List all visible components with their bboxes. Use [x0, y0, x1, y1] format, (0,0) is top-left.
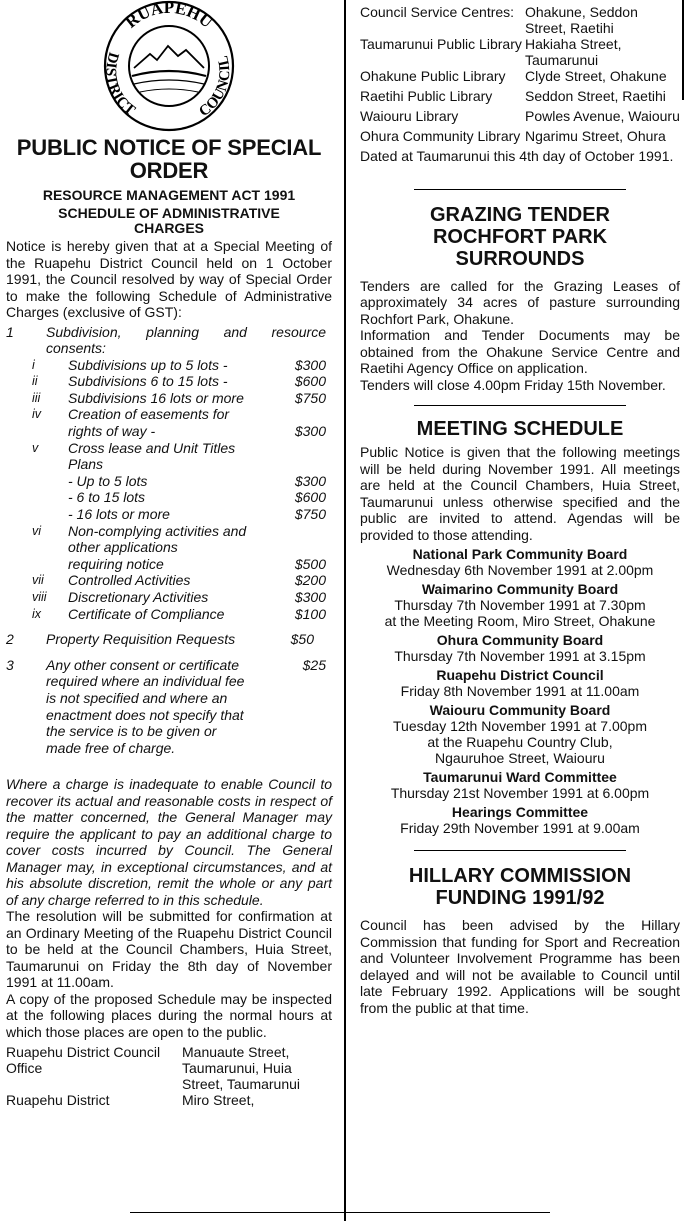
section-divider	[414, 189, 626, 190]
seal-top-text: RUAPEHU	[121, 0, 217, 32]
bottom-rule	[130, 1212, 550, 1213]
hillary-commission-notice	[360, 865, 680, 1016]
schedule-item-1-v: v Cross lease and Unit Titles Plans - Up to 5 lots $300 - 6 to 15 lots $600 - 16 lots or more $750	[32, 439, 326, 523]
schedule-item-2: 2 Property Requisition Requests $50	[6, 631, 314, 648]
notice-intro: Notice is hereby given that at a Special Meeting of the Ruapehu District Council held on 1 October 1991, the Council resolved by way of Special Order to make the following Schedule of Administrative Charges (exclusive of GST):	[6, 238, 332, 320]
schedule-item-1-ii: ii Subdivisions 6 to 15 lots - $600	[32, 373, 326, 390]
schedule-item-1-vi: vi Non-complying activities and other applications requiring notice $500	[32, 522, 326, 572]
inspection-places-left	[6, 1044, 332, 1108]
place-row: Ruapehu District Miro Street,	[6, 1092, 255, 1109]
schedule-item-1-vii: vii Controlled Activities $200	[32, 572, 326, 589]
dated-line: Dated at Taumarunui this 4th day of October 1991.	[360, 148, 674, 164]
place-row: Ohura Community Library Ngarimu Street, Ohura	[360, 128, 666, 144]
meeting-list	[360, 546, 680, 836]
seal-right-text: COUNCIL	[196, 54, 234, 121]
hillary-title: HILLARY COMMISSION FUNDING 1991/92	[408, 865, 632, 909]
grazing-p3: Tenders will close 4.00pm Friday 15th November.	[360, 376, 666, 393]
grazing-title: GRAZING TENDER ROCHFORT PARK SURROUNDS	[430, 203, 610, 270]
meeting-title: MEETING SCHEDULE	[416, 418, 624, 440]
section-divider	[414, 405, 626, 406]
column-rule	[344, 0, 346, 1221]
inspection-places-right	[360, 4, 680, 144]
place-row: Taumarunui Public Library Hakiaha Street, Taumarunui	[360, 36, 622, 68]
special-order-notice	[6, 0, 332, 1108]
mountain-emblem	[132, 46, 206, 92]
place-row: Council Service Centres: Ohakune, Seddon Street, Raetihi	[360, 4, 638, 36]
inspection-paragraph: A copy of the proposed Schedule may be inspected at the following places during the normal hours at which those places are open to the public.	[6, 990, 332, 1040]
section-divider	[414, 850, 626, 851]
schedule-item-1-iv: iv Creation of easements for rights of way - $300	[32, 406, 326, 440]
edge-rule	[682, 0, 684, 100]
seal-left-text: DISTRICT	[102, 50, 138, 119]
place-row: Ruapehu District Council Office Manuaute Street, Taumarunui, Huia Street, Taumarunui	[6, 1044, 301, 1093]
meeting-entry: Waiouru Community Board Tuesday 12th November 1991 at 7.00pm at the Ruapehu Country Club, Ngauruhoe Street, Waiouru	[393, 702, 647, 766]
meeting-entry: Ohura Community Board Thursday 7th November 1991 at 3.15pm	[394, 632, 646, 664]
grazing-tender-notice	[360, 204, 680, 394]
schedule-item-1-i: i Subdivisions up to 5 lots - $300	[32, 356, 326, 373]
meeting-schedule-notice	[360, 418, 680, 836]
meeting-entry: Waimarino Community Board Thursday 7th November 1991 at 7.30pm at the Meeting Room, Miro Street, Ohakune	[384, 581, 656, 629]
place-row: Raetihi Public Library Seddon Street, Raetihi	[360, 88, 666, 104]
grazing-p2: Information and Tender Documents may be obtained from the Ohakune Service Centre and Raetihi Agency Office on application.	[360, 327, 680, 376]
schedule-item-3: 3 Any other consent or certificate $25 required where an individual fee is not specified and where an enactment does not specify that the service is to be given or made free of charge.	[6, 656, 326, 756]
schedule-item-1-iii: iii Subdivisions 16 lots or more $750	[32, 389, 326, 406]
grazing-p1: Tenders are called for the Grazing Leases of approximately 34 acres of pasture surrounding Rochfort Park, Ohakune.	[360, 277, 680, 327]
resolution-paragraph: The resolution will be submitted for confirmation at an Ordinary Meeting of the Ruapehu District Council to be held at the Council Chambers, Huia Street, Taumarunui on Friday the 8th day of November 1991 at 11.00am.	[6, 908, 332, 991]
hillary-text: Council has been advised by the Hillary Commission that funding for Sport and Recreation and Volunteer Involvement Programme has been delayed and will not be available to Council until late February 1992. Applications will be sought from the public at that time.	[360, 917, 680, 1016]
meeting-intro: Public Notice is given that the following meetings will be held during November 1991. All meetings are held at the Council Chambers, Huia Street, Taumarunui unless otherwise specified and the public are invited to attend. Agendas will be provided to those attending.	[360, 444, 680, 543]
schedule-heading: SCHEDULE OF ADMINISTRATIVE CHARGES	[58, 205, 280, 236]
meeting-entry: Ruapehu District Council Friday 8th November 1991 at 11.00am	[400, 667, 640, 699]
right-column	[360, 0, 680, 1016]
place-row: Waiouru Library Powles Avenue, Waiouru	[360, 108, 680, 124]
meeting-entry: Hearings Committee Friday 29th November 1991 at 9.00am	[400, 804, 640, 836]
council-seal-logo	[94, 0, 244, 132]
meeting-entry: National Park Community Board Wednesday 6th November 1991 at 2.00pm	[386, 546, 654, 578]
notice-title: PUBLIC NOTICE OF SPECIAL ORDER	[16, 135, 322, 183]
place-row: Ohakune Public Library Clyde Street, Ohakune	[360, 68, 667, 84]
charges-schedule	[6, 324, 332, 757]
act-heading: RESOURCE MANAGEMENT ACT 1991	[42, 187, 296, 203]
schedule-item-1-ix: ix Certificate of Compliance $100	[32, 605, 326, 622]
schedule-item-1: 1 Subdivision, planning and resource consents:	[6, 323, 326, 357]
schedule-item-1-viii: viii Discretionary Activities $300	[32, 589, 326, 605]
additional-charge-paragraph: Where a charge is inadequate to enable Council to recover its actual and reasonable costs in respect of the matter concerned, the General Manager may require the applicant to pay an additional charge to cover costs incurred by Council. The General Manager may, in exceptional circumstances, and at his absolute discretion, remit the whole or any part of any charge referred to in this schedule.	[6, 776, 332, 908]
meeting-entry: Taumarunui Ward Committee Thursday 21st November 1991 at 6.00pm	[390, 769, 650, 801]
